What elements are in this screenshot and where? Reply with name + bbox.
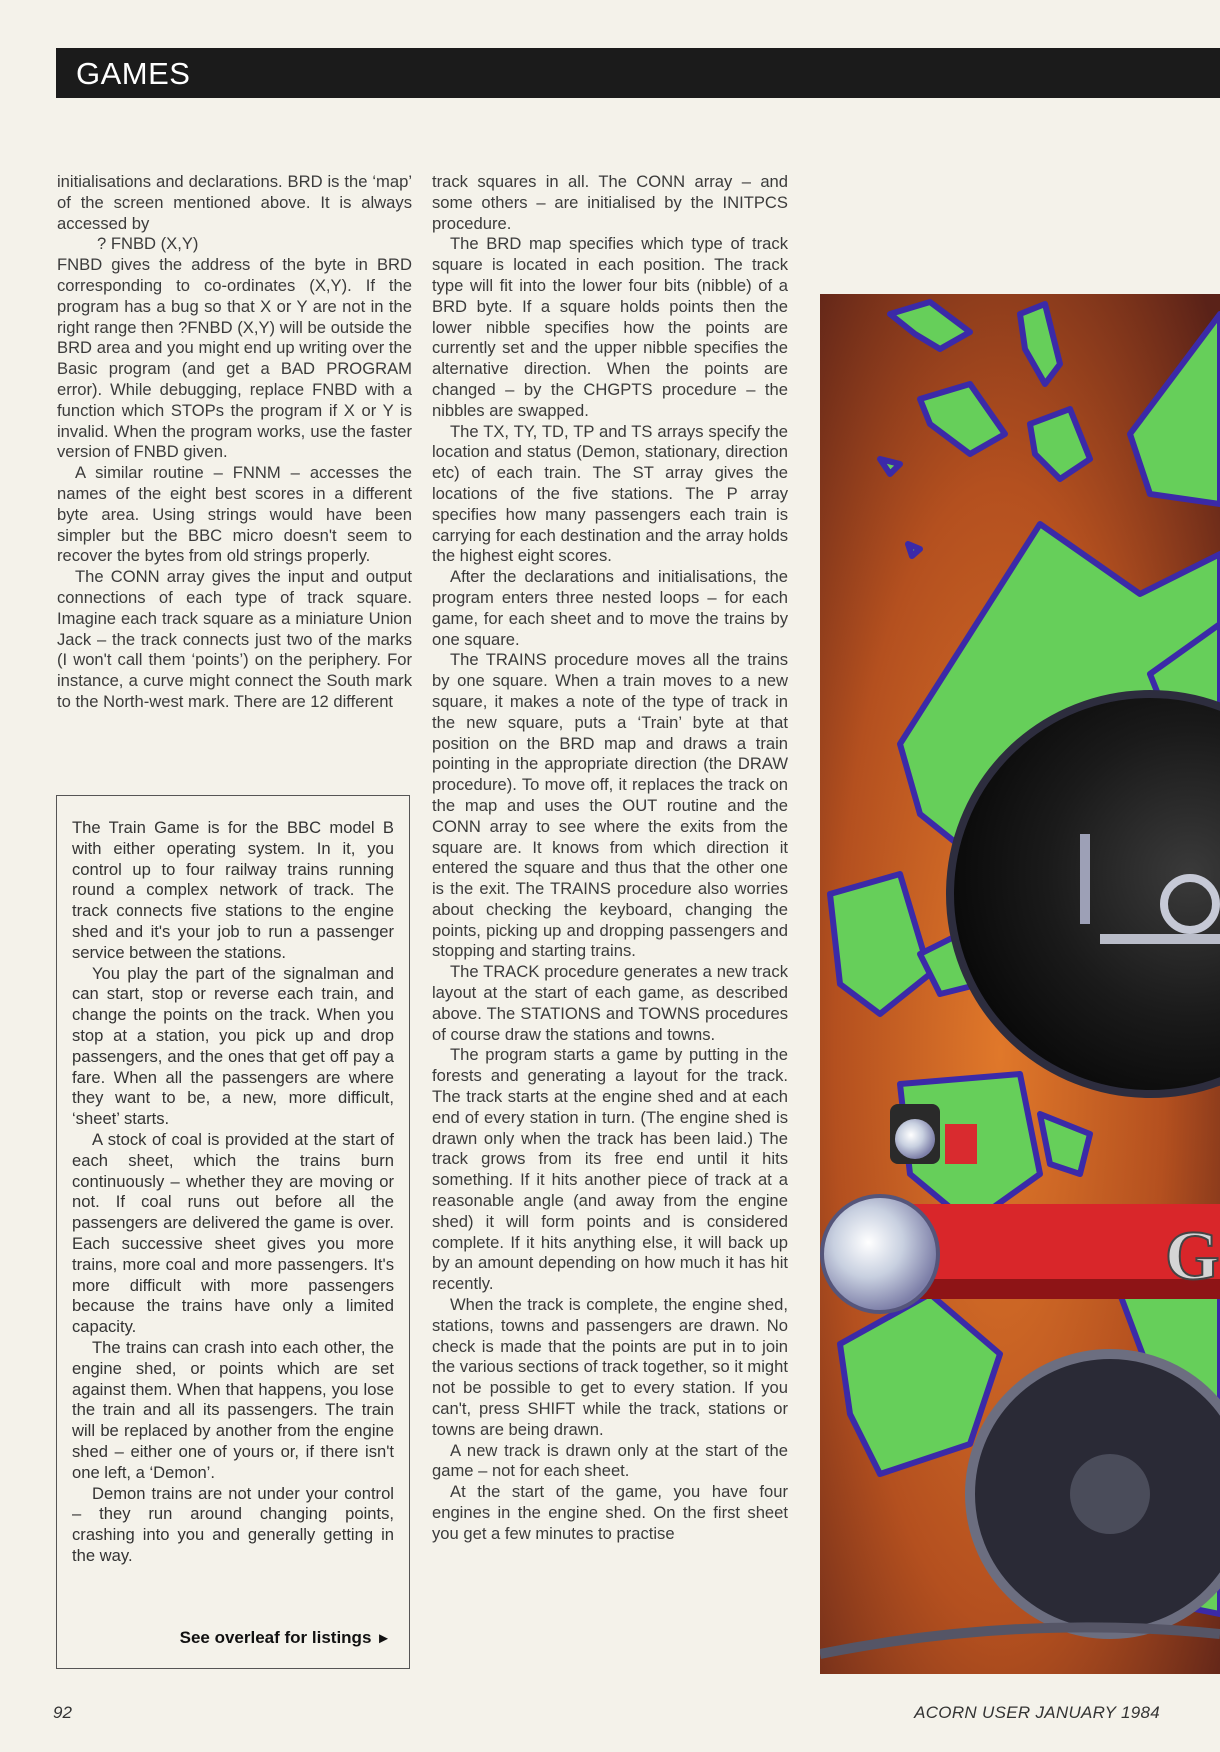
- door-handle: [1100, 934, 1220, 944]
- buffer: [822, 1196, 938, 1312]
- paragraph: FNBD gives the address of the byte in BRD corresponding to co-ordinates (X,Y). If the program has a bug so that X or Y are not in the right range then ?FNBD (X,Y) will be outside the BRD area and you might end up writing over the Basic program (and get a BAD PROGRAM error). While debugging, replace FNBD with a function which STOPs the program if X or Y is invalid. When the program works, use the faster version of FNBD given.: [57, 255, 412, 462]
- train-illustration-svg: [820, 294, 1220, 1674]
- door-hinge: [1080, 834, 1090, 924]
- section-title: GAMES: [76, 56, 191, 91]
- see-overleaf-text: See overleaf for listings: [179, 1628, 372, 1647]
- paragraph: The CONN array gives the input and output connections of each type of track square. Imagine each track square as a miniature Union Jack – the track connects just two of the marks (I won't call them ‘points’) on the periphery. For instance, a curve might connect the South mark to the North-west mark. There are 12 different: [57, 567, 412, 711]
- lamp-glass: [895, 1119, 935, 1159]
- paragraph: The trains can crash into each other, the engine shed, or points which are set against them. When that happens, you lose the train and all its passengers. The train will be replaced by another from the engine shed – either one of yours or, if there isn't one left, a ‘Demon’.: [72, 1337, 394, 1482]
- paragraph: The Train Game is for the BBC model B with either operating system. In it, you control up to four railway trains running round a complex network of track. The track connects five stations to the engine shed and it's your job to run a passenger service between the stations.: [72, 818, 394, 962]
- code-line: ? FNBD (X,Y): [97, 234, 199, 254]
- sidebar-text: [72, 818, 394, 1567]
- article-column-2: [432, 172, 788, 1545]
- train-illustration: [820, 294, 1220, 1674]
- paragraph: When the track is complete, the engine shed, stations, towns and passengers are drawn. No check is made that the points are put in to join the various sections of track together, so it might not be possible to get to every station. If you can't, press SHIFT while the track, stations or towns are being drawn.: [432, 1295, 788, 1439]
- section-header-bar: [56, 48, 1220, 98]
- paragraph: The TX, TY, TD, TP and TS arrays specify the location and status (Demon, stationary, direction etc) of each train. The ST array gives the locations of the five stations. The P array specifies how many passengers each train is carrying for each destination and the array holds the highest eight scores.: [432, 421, 788, 566]
- paragraph: A new track is drawn only at the start of the game – not for each sheet.: [432, 1440, 788, 1481]
- paragraph: After the declarations and initialisations, the program enters three nested loops – for each game, for each sheet and to move the trains by one square.: [432, 567, 788, 649]
- lamp-plate: [945, 1124, 977, 1164]
- publication-footer: ACORN USER JANUARY 1984: [914, 1703, 1160, 1722]
- wheel-hub: [1070, 1454, 1150, 1534]
- paragraph: The TRAINS procedure moves all the trains by one square. When a train moves to a new square, it makes a note of the type of track in the new square, puts a ‘Train’ byte at that position on the BRD map and draws a train pointing in the appropriate direction (the DRAW procedure). To move off, it replaces the track on the map and uses the OUT routine and the CONN array to see where the exits from the square are. It knows from which direction it entered the square and thus that the other one is the exit. The TRAINS procedure also worries about checking the keyboard, changing the points, picking up and dropping passengers and stopping and starting trains.: [432, 650, 788, 961]
- arrow-right-icon: ►: [376, 1630, 391, 1647]
- shard: [908, 544, 920, 556]
- paragraph: At the start of the game, you have four engines in the engine shed. On the first sheet you get a few minutes to practise: [432, 1482, 788, 1543]
- article-column-1: [57, 172, 412, 713]
- paragraph: track squares in all. The CONN array – and some others – are initialised by the INITPCS procedure.: [432, 172, 788, 233]
- paragraph: initialisations and declarations. BRD is the ‘map’ of the screen mentioned above. It is always accessed by: [57, 172, 412, 233]
- paragraph: The TRACK procedure generates a new track layout at the start of each game, as described above. The STATIONS and TOWNS procedures of course draw the stations and towns.: [432, 962, 788, 1044]
- paragraph: The program starts a game by putting in the forests and generating a layout for the track. The track starts at the engine shed and at each end of every station in turn. (The engine shed is drawn only when the track has been laid.) The track grows from its free end until it hits something. If it hits another piece of track at a reasonable angle (and away from the engine shed) it will form points and is considered complete. If it hits anything else, it will back up by an amount depending on how much it has hit recently.: [432, 1045, 788, 1294]
- paragraph: A stock of coal is provided at the start of each sheet, which the trains burn continuously – whether they are moving or not. If coal runs out before all the passengers are delivered the game is over. Each successive sheet gives you more trains, more coal and more passengers. It's more difficult with more passengers because the trains have only a limited capacity.: [72, 1129, 394, 1337]
- page-number: 92: [53, 1703, 72, 1722]
- paragraph: You play the part of the signalman and can start, stop or reverse each train, and change the points on the track. When you stop at a station, you pick up and drop passengers, and the ones that get off pay a fare. When all the passengers are where they want to be, a new, more difficult, ‘sheet’ starts.: [72, 963, 394, 1129]
- engine-letter: G: [1165, 1218, 1220, 1295]
- see-overleaf-link: [180, 1628, 391, 1648]
- intro-sidebar-box: [56, 795, 410, 1669]
- paragraph: The BRD map specifies which type of track square is located in each position. The track type will fit into the lower four bits (nibble) of a BRD byte. If a square holds points then the lower nibble specifies how the points are currently set and the upper nibble specifies the alternative direction. When the points are changed – by the CHGPTS procedure – the nibbles are swapped.: [432, 234, 788, 420]
- paragraph: A similar routine – FNNM – accesses the names of the eight best scores in a different byte area. Using strings would have been simpler but the BBC micro doesn't seem to recover the bytes from old strings properly.: [57, 463, 412, 566]
- paragraph: Demon trains are not under your control – they run around changing points, crashing into you and generally getting in the way.: [72, 1483, 394, 1565]
